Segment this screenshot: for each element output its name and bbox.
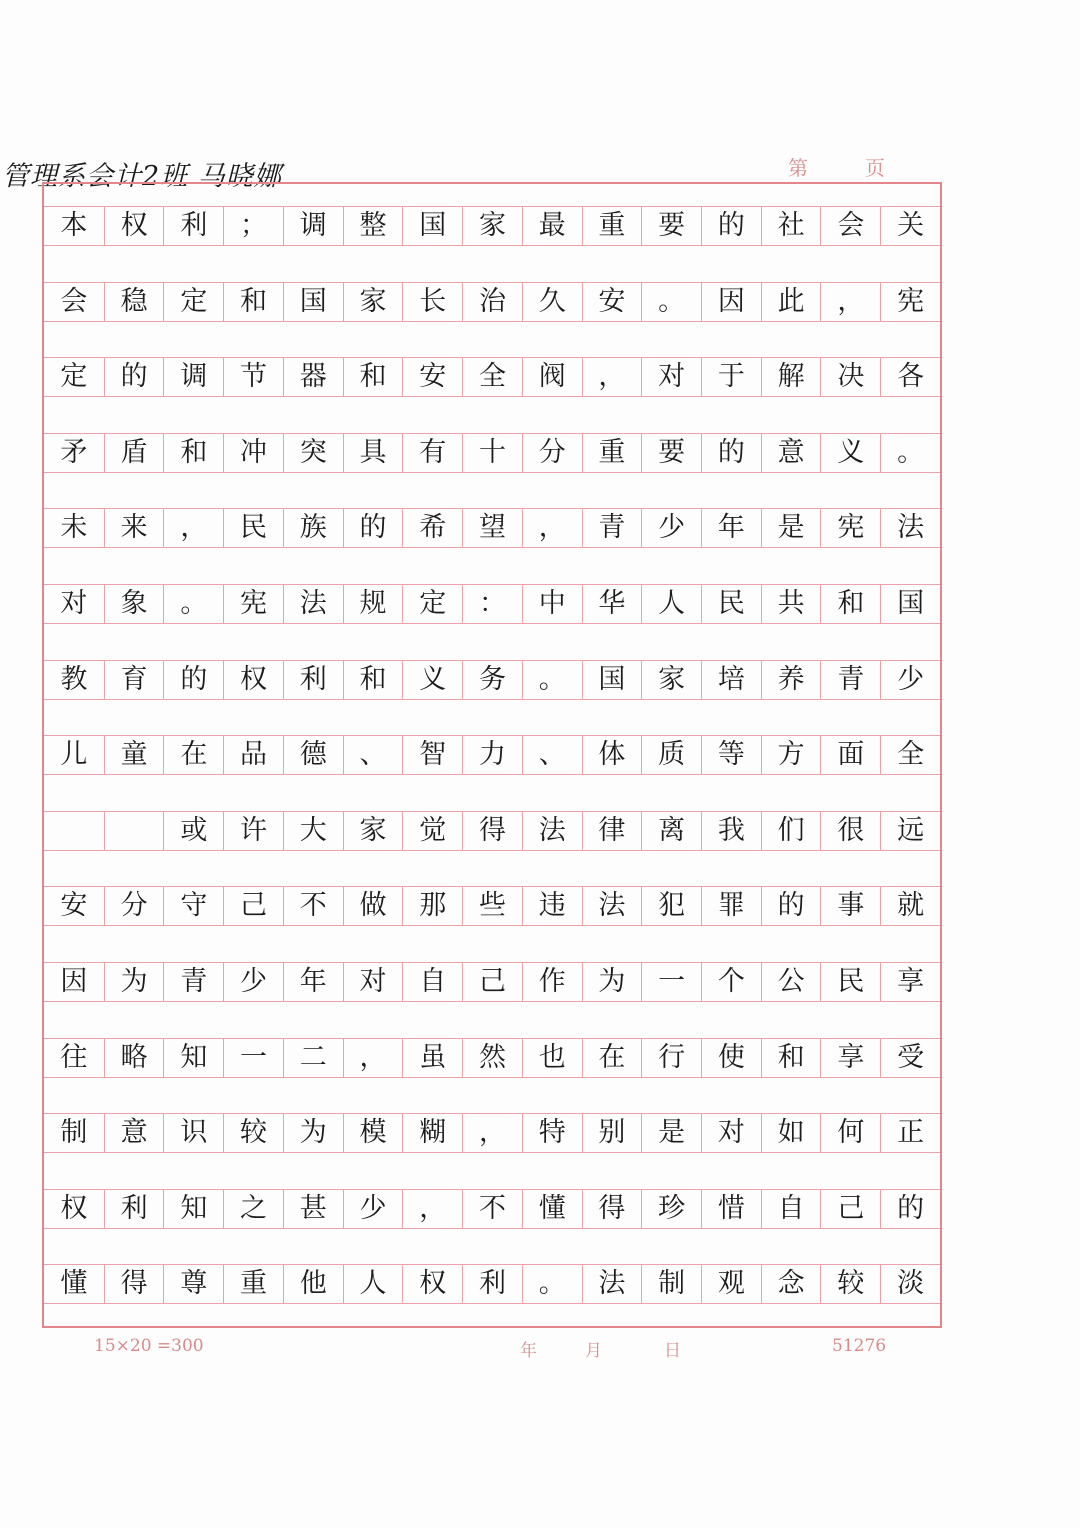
grid-cell: 己 [820,1190,880,1228]
grid-cell: 念 [761,1265,821,1303]
grid-cell: 因 [60,966,88,997]
grid-row [44,1264,940,1304]
grid-cell: 或 [163,812,223,850]
grid-cell: 会 [820,207,880,245]
grid-cell: 质 [641,736,701,774]
grid-cell: 的 [880,1190,940,1228]
grid-cell: 希 [402,509,462,547]
grid-cell: 他 [283,1265,343,1303]
grid-cell: 家 [343,283,403,321]
grid-cell: 惜 [701,1190,761,1228]
grid-cell: 青 [582,509,642,547]
grid-cell: 华 [582,585,642,623]
grid-cell: 一 [223,1039,283,1077]
grid-cell: 本 [60,210,88,241]
grid-cell: 往 [60,1041,88,1073]
grid-cell: 知 [163,1039,223,1077]
grid-cell: ， [343,1039,403,1077]
grid-cell: 较 [820,1265,880,1303]
grid-cell: 宪 [880,283,940,321]
grid-row [44,508,940,548]
grid-cell: 法 [582,887,642,925]
footer-month-label: 月 [585,1341,602,1361]
grid-cell: 法 [522,812,582,850]
grid-cell: 教 [60,663,88,695]
grid-cell: 些 [462,887,522,925]
grid-cell: 器 [283,358,343,396]
grid-row [44,1038,940,1078]
grid-cell: 糊 [402,1114,462,1152]
grid-cell: 何 [820,1114,880,1152]
grid-row [44,584,940,624]
grid-cell: 得 [462,812,522,850]
grid-row [44,962,940,1002]
grid-cell: 就 [880,887,940,925]
grid-row [44,357,940,397]
grid-cell: 调 [163,358,223,396]
grid-cell: 德 [283,736,343,774]
grid-cell: 定 [60,361,88,393]
grid-cell: 国 [283,283,343,321]
grid-cell: 、 [343,736,403,774]
grid-cell: ： [462,585,522,623]
grid-cell: 享 [820,1039,880,1077]
grid-cell: ， [820,283,880,321]
grid-cell: 得 [582,1190,642,1228]
grid-cell: 甚 [283,1190,343,1228]
grid-cell: 是 [641,1114,701,1152]
grid-cell: 于 [701,358,761,396]
grid-cell: 我 [701,812,761,850]
grid-cell: 因 [701,283,761,321]
grid-cell: 少 [343,1190,403,1228]
grid-cell: 的 [701,207,761,245]
grid-cell: 犯 [641,887,701,925]
grid-cell: 权 [402,1265,462,1303]
grid-cell: 民 [820,963,880,1001]
grid-cell: 淡 [880,1265,940,1303]
grid-cell: 治 [462,283,522,321]
grid-cell: 如 [761,1114,821,1152]
grid-cell: 关 [880,207,940,245]
grid-cell: 罪 [701,887,761,925]
grid-cell: 和 [820,585,880,623]
grid-cell: 分 [104,887,164,925]
grid-cell: 观 [701,1265,761,1303]
grid-cell: 分 [522,434,582,472]
grid-cell: 法 [283,585,343,623]
grid-cell: 自 [402,963,462,1001]
grid-cell: 全 [880,736,940,774]
grid-cell: 共 [761,585,821,623]
grid-cell: 己 [462,963,522,1001]
grid-row [44,886,940,926]
grid-cell: 国 [880,585,940,623]
grid-cell: 年 [701,509,761,547]
grid-cell: 等 [701,736,761,774]
grid-cell: 的 [343,509,403,547]
grid-cell: 的 [701,434,761,472]
grid-cell: 国 [582,661,642,699]
grid-cell: 珍 [641,1190,701,1228]
grid-cell: 全 [462,358,522,396]
grid-cell: 权 [104,207,164,245]
grid-cell: 作 [522,963,582,1001]
grid-cell: 重 [582,434,642,472]
grid-cell: 们 [761,812,821,850]
grid-cell: 守 [163,887,223,925]
grid-cell: 权 [60,1192,88,1224]
grid-cell: 体 [582,736,642,774]
grid-cell: 要 [641,207,701,245]
grid-cell: 青 [820,661,880,699]
grid-cell: 稳 [104,283,164,321]
grid-cell: 对 [701,1114,761,1152]
grid-cell: 规 [343,585,403,623]
grid-cell: 义 [402,661,462,699]
grid-cell: 受 [880,1039,940,1077]
grid-cell: 。 [522,1265,582,1303]
grid-cell: 童 [104,736,164,774]
grid-cell: 象 [104,585,164,623]
grid-cell: 己 [223,887,283,925]
grid-cell: 对 [641,358,701,396]
grid-cell: 一 [641,963,701,1001]
grid-cell: 是 [761,509,821,547]
grid-cell: ， [163,509,223,547]
grid-cell: 各 [880,358,940,396]
grid-cell: 利 [462,1265,522,1303]
grid-cell: 国 [402,207,462,245]
grid-cell: 制 [641,1265,701,1303]
grid-cell: 智 [402,736,462,774]
grid-cell [44,812,104,850]
grid-cell: 律 [582,812,642,850]
grid-cell: 品 [223,736,283,774]
footer-year-label: 年 [520,1341,537,1361]
manuscript-grid [42,182,942,1328]
grid-cell: ， [402,1190,462,1228]
grid-cell: ； [223,207,283,245]
grid-cell: 重 [223,1265,283,1303]
grid-cell: 会 [60,285,88,317]
grid-cell: 的 [104,358,164,396]
paper-serial-number: 51276 [832,1336,887,1356]
grid-cell: 儿 [60,739,88,771]
grid-cell: 具 [343,434,403,472]
grid-cell: 也 [522,1039,582,1077]
grid-cell: 很 [820,812,880,850]
grid-cell: 意 [761,434,821,472]
grid-cell: ， [462,1114,522,1152]
grid-cell: 突 [283,434,343,472]
footer-day-label: 日 [664,1341,681,1361]
grid-cell: 整 [343,207,403,245]
grid-cell: 阀 [522,358,582,396]
grid-cell: 得 [104,1265,164,1303]
grid-cell: 来 [104,509,164,547]
grid-cell: 义 [820,434,880,472]
grid-cell: 宪 [820,509,880,547]
handwritten-header-note: 管理系会计2班 马晓娜 [2,161,282,192]
grid-cell: 培 [701,661,761,699]
grid-cell: 别 [582,1114,642,1152]
grid-cell: 面 [820,736,880,774]
grid-cell: 不 [283,887,343,925]
grid-cell: 许 [223,812,283,850]
grid-cell: 自 [761,1190,821,1228]
grid-cell: 民 [223,509,283,547]
grid-cell: 和 [343,358,403,396]
grid-cell: 力 [462,736,522,774]
grid-cell: 虽 [402,1039,462,1077]
grid-cell: 社 [761,207,821,245]
grid-cell: 。 [522,661,582,699]
grid-row [44,282,940,322]
grid-cell: 。 [880,434,940,472]
grid-cell: 在 [582,1039,642,1077]
grid-cell: 不 [462,1190,522,1228]
grid-cell: 有 [402,434,462,472]
grid-cell: 制 [60,1117,88,1149]
grid-cell: 个 [701,963,761,1001]
grid-cell: 之 [223,1190,283,1228]
grid-cell: 安 [60,890,88,922]
grid-cell: 懂 [522,1190,582,1228]
grid-cell: 民 [701,585,761,623]
grid-cell: 离 [641,812,701,850]
grid-cell [104,812,164,850]
grid-cell: 少 [880,661,940,699]
grid-cell: 望 [462,509,522,547]
grid-cell: 那 [402,887,462,925]
grid-cell: 正 [880,1114,940,1152]
grid-cell: 青 [163,963,223,1001]
grid-cell: 家 [641,661,701,699]
grid-cell: 长 [402,283,462,321]
grid-cell: 对 [343,963,403,1001]
grid-spec-label: 15×20 =300 [94,1336,204,1356]
grid-row [44,1113,940,1153]
grid-cell: 然 [462,1039,522,1077]
grid-cell: 。 [163,585,223,623]
grid-cell: 略 [104,1039,164,1077]
grid-cell: 行 [641,1039,701,1077]
grid-cell: 最 [522,207,582,245]
grid-cell: ， [582,358,642,396]
grid-cell: 权 [223,661,283,699]
grid-cell: 在 [163,736,223,774]
grid-cell: 对 [60,588,88,619]
grid-cell: 重 [582,207,642,245]
grid-cell: 做 [343,887,403,925]
grid-cell: 觉 [402,812,462,850]
grid-cell: 家 [343,812,403,850]
grid-cell: 利 [104,1190,164,1228]
grid-cell: 调 [283,207,343,245]
grid-cell: 定 [163,283,223,321]
grid-cell: 人 [641,585,701,623]
grid-row [44,433,940,473]
grid-cell: 法 [582,1265,642,1303]
grid-cell: 公 [761,963,821,1001]
grid-cell: 和 [761,1039,821,1077]
grid-cell: 未 [60,512,88,544]
grid-row [44,660,940,700]
grid-cell: 育 [104,661,164,699]
grid-cell: 家 [462,207,522,245]
grid-cell: 中 [522,585,582,623]
grid-cell: 。 [641,283,701,321]
grid-cell: 矛 [60,436,88,468]
grid-cell: 享 [880,963,940,1001]
grid-cell: 使 [701,1039,761,1077]
grid-cell: 的 [761,887,821,925]
grid-cell: 利 [283,661,343,699]
grid-cell: ， [522,509,582,547]
grid-cell: 定 [402,585,462,623]
grid-cell: 远 [880,812,940,850]
grid-cell: 冲 [223,434,283,472]
grid-cell: 违 [522,887,582,925]
grid-cell: 安 [402,358,462,396]
grid-cell: 族 [283,509,343,547]
grid-cell: 尊 [163,1265,223,1303]
grid-row [44,206,940,246]
grid-cell: 人 [343,1265,403,1303]
grid-cell: 十 [462,434,522,472]
grid-cell: 年 [283,963,343,1001]
grid-cell: 为 [104,963,164,1001]
grid-cell: 少 [223,963,283,1001]
grid-row [44,811,940,851]
grid-cell: 、 [522,736,582,774]
grid-cell: 解 [761,358,821,396]
grid-cell: 节 [223,358,283,396]
grid-cell: 模 [343,1114,403,1152]
grid-cell: 养 [761,661,821,699]
grid-cell: 特 [522,1114,582,1152]
grid-cell: 懂 [60,1268,88,1300]
page-label-ye: 页 [865,156,885,180]
grid-cell: 和 [223,283,283,321]
grid-cell: 为 [582,963,642,1001]
grid-cell: 二 [283,1039,343,1077]
grid-cell: 宪 [223,585,283,623]
grid-cell: 大 [283,812,343,850]
grid-row [44,735,940,775]
grid-cell: 识 [163,1114,223,1152]
grid-row [44,1189,940,1229]
grid-cell: 为 [283,1114,343,1152]
grid-cell: 要 [641,434,701,472]
grid-cell: 较 [223,1114,283,1152]
grid-cell: 决 [820,358,880,396]
grid-cell: 的 [163,661,223,699]
grid-cell: 此 [761,283,821,321]
grid-cell: 和 [163,434,223,472]
grid-cell: 务 [462,661,522,699]
grid-cell: 少 [641,509,701,547]
grid-cell: 意 [104,1114,164,1152]
grid-cell: 法 [880,509,940,547]
grid-cell: 和 [343,661,403,699]
grid-cell: 久 [522,283,582,321]
grid-cell: 事 [820,887,880,925]
grid-cell: 方 [761,736,821,774]
page-label-di: 第 [788,156,808,180]
grid-cell: 利 [163,207,223,245]
grid-cell: 盾 [104,434,164,472]
grid-cell: 知 [163,1190,223,1228]
grid-cell: 安 [582,283,642,321]
